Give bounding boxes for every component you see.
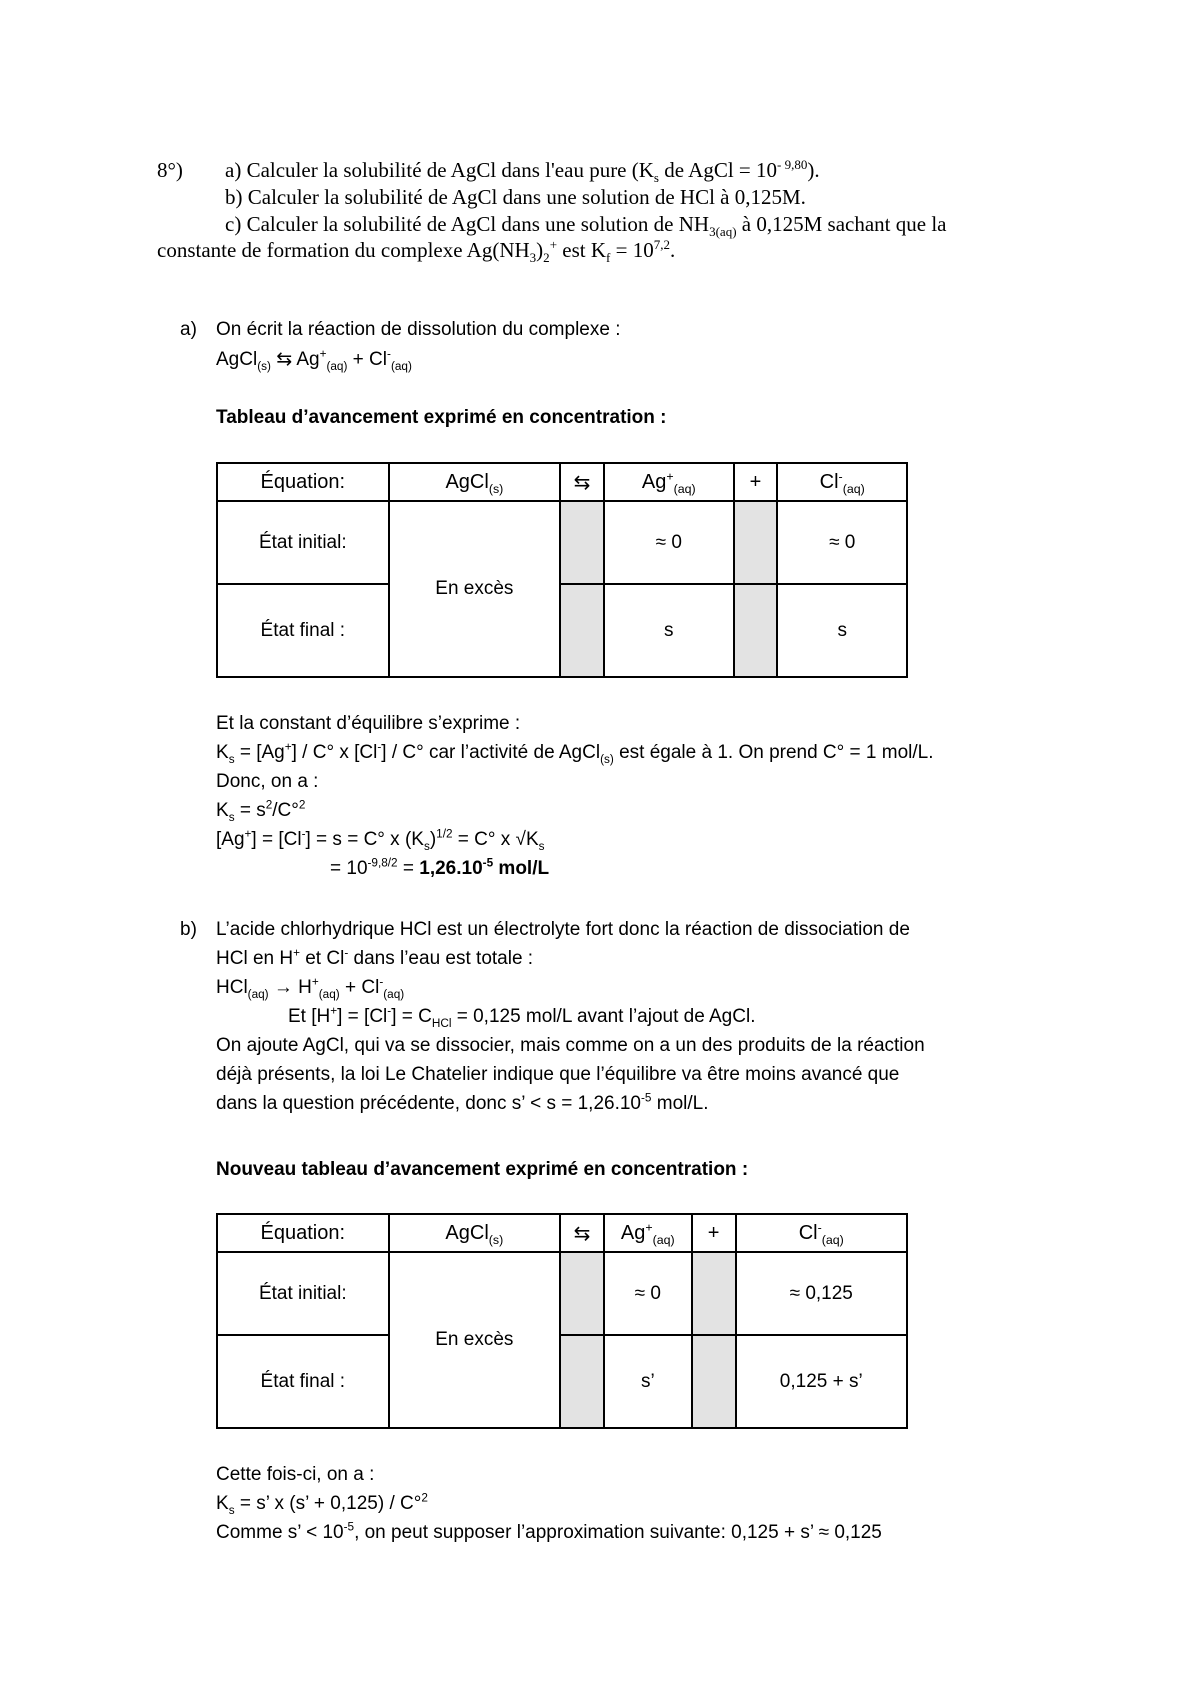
- ta-ag-final: [604, 584, 734, 677]
- pb-l5-text: On ajoute AgCl, qui va se dissocier, mais comme on a un des produits de la réaction: [216, 1035, 925, 1056]
- qc-start: c) Calculer la solubilité de AgCl dans une solution de NH: [225, 212, 710, 236]
- qa-text: a) Calculer la solubilité de AgCl dans l'eau pure (K: [225, 158, 654, 182]
- tb-cl-final-text: 0,125 + s’: [779, 1370, 863, 1392]
- ta-agcl-sub: (s): [488, 481, 504, 496]
- tb-ag: [604, 1214, 692, 1252]
- pa-l3-text: Donc, on a :: [216, 771, 319, 792]
- question-b: [225, 185, 806, 209]
- ra-aq2: (aq): [390, 359, 412, 373]
- ra-plus: +: [319, 347, 327, 361]
- pa-l5-c: ] = s = C° x (K: [305, 829, 424, 850]
- part-b-c1: [216, 1463, 374, 1487]
- ta-arrow-text: ⇆: [573, 471, 591, 494]
- pa-l5-b: ] = [Cl: [251, 829, 302, 850]
- part-a-label: [180, 318, 197, 342]
- tb-excess: [389, 1252, 560, 1428]
- tb-plus: [692, 1214, 736, 1252]
- pb-c2-a: K: [216, 1493, 229, 1514]
- tb-cl-final: [736, 1335, 907, 1428]
- pb-l1-text: L’acide chlorhydrique HCl est un électrolyte fort donc la réaction de dissociation de: [216, 919, 910, 940]
- part-a-label-text: a): [180, 319, 197, 340]
- pa-l4-sup: 2: [265, 798, 273, 812]
- question-c: [225, 212, 947, 240]
- ta-grey-2: [734, 501, 778, 584]
- tb-ag-final-text: s’: [640, 1370, 655, 1392]
- ta-cl-text: Cl: [819, 470, 839, 493]
- pa-l4-b: = s: [234, 800, 266, 821]
- ta-ag-initial-text: ≈ 0: [655, 531, 682, 553]
- part-a-table-title: [216, 406, 667, 430]
- qc2-mid: ): [536, 238, 544, 262]
- pa-l6-b: =: [397, 858, 420, 879]
- pa-l4-sup2: 2: [298, 798, 306, 812]
- tb-cl-initial: [736, 1252, 907, 1335]
- part-b-c3: [216, 1521, 882, 1545]
- ta-cl-sub: (aq): [842, 481, 865, 496]
- ta-arrow: [560, 463, 604, 501]
- pa-l4-a: K: [216, 800, 229, 821]
- part-a-l2: [216, 741, 934, 765]
- ta-row-final: [217, 584, 389, 677]
- pb-l4-a: Et [H: [288, 1006, 331, 1027]
- pa-l5-sub2: s: [538, 839, 545, 853]
- pa-l2-a: K: [216, 742, 229, 763]
- tb-cl-initial-text: ≈ 0,125: [789, 1282, 853, 1304]
- tb-equation: [217, 1214, 389, 1252]
- ta-ag-final-text: s: [664, 619, 674, 641]
- pa-l2-b: = [Ag: [234, 742, 285, 763]
- pb-c1-text: Cette fois-ci, on a :: [216, 1464, 375, 1485]
- ta-ag-sub: (aq): [673, 481, 696, 496]
- part-b-label: [180, 918, 197, 942]
- qc2-start: constante de formation du complexe Ag(NH: [157, 238, 530, 262]
- pa-l5-sup2: -: [301, 827, 306, 841]
- ra-arrow: ⇆ Ag: [270, 349, 320, 370]
- qc2-exp: 7,2: [653, 237, 670, 252]
- ta-plus-text: +: [749, 470, 762, 493]
- qc2-f: f: [606, 250, 611, 266]
- ra-s: (s): [257, 359, 271, 373]
- question-c-line2: [157, 237, 676, 266]
- part-b-table-title: [216, 1158, 748, 1182]
- pb-l4-sub: HCl: [431, 1016, 452, 1030]
- tb-plus-text: +: [707, 1221, 720, 1244]
- pb-l3-sub: (aq): [247, 987, 269, 1001]
- ra-cl: + Cl: [347, 349, 388, 370]
- part-b-l4: [288, 1005, 755, 1029]
- part-b-l3: [216, 976, 404, 1000]
- part-b-table-title-text: Nouveau tableau d’avancement exprimé en concentration :: [216, 1159, 749, 1180]
- pa-l2-e: est égale à 1. On prend C° = 1 mol/L.: [613, 742, 934, 763]
- pb-l7-a: dans la question précédente, donc s’ < s = 1,26.10: [216, 1093, 641, 1114]
- ta-row-initial: [217, 501, 389, 584]
- tb-cl-text: Cl: [798, 1221, 818, 1244]
- qa-ks-sub: s: [653, 170, 659, 186]
- pb-l4-d: = 0,125 mol/L avant l’ajout de AgCl.: [451, 1006, 756, 1027]
- tb-agcl-sub: (s): [488, 1232, 504, 1247]
- qc2-end: .: [670, 238, 676, 262]
- qc2-est: est K: [557, 238, 607, 262]
- pa-l5-sub: s: [423, 839, 430, 853]
- pa-l5-sup1: +: [244, 827, 252, 841]
- tb-excess-text: En excès: [435, 1329, 514, 1350]
- pa-l4-c: /C°: [272, 800, 299, 821]
- qa-mid: de AgCl = 10: [659, 158, 778, 182]
- ta-agcl-text: AgCl: [445, 470, 489, 493]
- tb-arrow-text: ⇆: [573, 1222, 591, 1245]
- pa-l5-d: ): [429, 829, 437, 850]
- part-b-label-text: b): [180, 919, 197, 940]
- tb-row-final: [217, 1335, 389, 1428]
- pb-l2-sup2: -: [344, 946, 349, 960]
- pa-l2-d: ] / C° car l’activité de AgCl: [381, 742, 601, 763]
- pb-l7-b: mol/L.: [651, 1093, 709, 1114]
- qb-text: b) Calculer la solubilité de AgCl dans une solution de HCl à 0,125M.: [225, 185, 806, 209]
- ta-cl-sup: -: [838, 468, 843, 483]
- tb-equation-text: Équation:: [260, 1221, 346, 1244]
- ta-cl: [777, 463, 907, 501]
- tb-grey-3: [560, 1335, 604, 1428]
- table-b: [216, 1213, 908, 1429]
- pb-c3-sup: -5: [343, 1520, 355, 1534]
- part-a-l5: [216, 828, 545, 852]
- ta-ag: [604, 463, 734, 501]
- part-a-intro-text: On écrit la réaction de dissolution du complexe :: [216, 319, 621, 340]
- qa-end: ).: [807, 158, 820, 182]
- ra-agcl: AgCl: [216, 349, 258, 370]
- pb-l3-sub2: (aq): [318, 987, 340, 1001]
- part-a-l4: [216, 799, 305, 823]
- tb-ag-initial-text: ≈ 0: [634, 1282, 661, 1304]
- ta-agcl: [389, 463, 561, 501]
- ra-minus: -: [387, 347, 391, 361]
- pb-l3-sup: +: [311, 975, 319, 989]
- tb-ag-initial: [604, 1252, 692, 1335]
- pa-l5-sup3: 1/2: [436, 827, 453, 841]
- qc2-sub2: 2: [543, 250, 550, 266]
- pb-l2-a: HCl en H: [216, 948, 294, 969]
- part-b-c2: [216, 1492, 428, 1516]
- pa-l2-sub2: (s): [600, 752, 614, 766]
- pb-l2-sup1: +: [293, 946, 300, 960]
- ta-row-initial-text: État initial:: [258, 531, 347, 553]
- pa-l2-sub: s: [228, 752, 235, 766]
- ta-cl-initial: [777, 501, 907, 584]
- part-a-l6: [330, 857, 549, 881]
- tb-agcl-text: AgCl: [445, 1221, 489, 1244]
- qc2-sub: 3: [529, 250, 537, 266]
- pb-l3-sup2: -: [379, 975, 384, 989]
- qc-end: à 0,125M sachant que la: [736, 212, 947, 236]
- pa-l6-bold: 1,26.10: [419, 858, 483, 879]
- ta-ag-initial: [604, 501, 734, 584]
- ta-cl-final-text: s: [837, 619, 847, 641]
- pb-c3-b: , on peut supposer l’approximation suivante: 0,125 + s’ ≈ 0,125: [354, 1522, 882, 1543]
- tb-cl-sub: (aq): [821, 1232, 844, 1247]
- qc2-sup: +: [549, 237, 558, 252]
- tb-row-final-text: État final :: [260, 1370, 346, 1392]
- ta-row-final-text: État final :: [260, 619, 346, 641]
- pb-l2-b: et Cl: [299, 948, 345, 969]
- tb-cl-sup: -: [817, 1219, 822, 1234]
- pa-l5-e: = C° x √K: [452, 829, 539, 850]
- tb-ag-final: [604, 1335, 692, 1428]
- tb-ag-sup: +: [645, 1219, 653, 1234]
- pb-l4-c: ] = C: [391, 1006, 432, 1027]
- qc-sub: 3(aq): [709, 224, 737, 240]
- pb-l3-b: → H: [268, 977, 312, 998]
- ra-aq1: (aq): [326, 359, 348, 373]
- ta-equation-text: Équation:: [260, 470, 346, 493]
- pb-c3-a: Comme s’ < 10: [216, 1522, 344, 1543]
- part-b-l6: [216, 1063, 899, 1087]
- pa-l2-sup2: -: [377, 740, 382, 754]
- tb-agcl: [389, 1214, 560, 1252]
- question-number-text: 8°): [157, 158, 183, 182]
- tb-grey-4: [692, 1335, 736, 1428]
- part-b-l2: [216, 947, 533, 971]
- pb-l3-c: + Cl: [339, 977, 380, 998]
- pb-c2-b: = s’ x (s’ + 0,125) / C°: [234, 1493, 422, 1514]
- tb-ag-sub: (aq): [652, 1232, 675, 1247]
- qc2-eq: = 10: [610, 238, 654, 262]
- qa-exp: - 9,80: [777, 157, 808, 172]
- ta-grey-3: [560, 584, 604, 677]
- pb-l4-b: ] = [Cl: [337, 1006, 388, 1027]
- pb-c2-sup: 2: [421, 1491, 428, 1505]
- tb-cl: [736, 1214, 907, 1252]
- tb-ag-text: Ag: [620, 1221, 646, 1244]
- pa-l6-a: = 10: [330, 858, 368, 879]
- table-a: [216, 462, 908, 678]
- part-a-l1: [216, 712, 520, 736]
- ta-cl-final: [777, 584, 907, 677]
- pa-l1-text: Et la constant d’équilibre s’exprime :: [216, 713, 521, 734]
- ta-equation: [217, 463, 389, 501]
- ta-plus: [734, 463, 778, 501]
- tb-row-initial-text: État initial:: [258, 1282, 347, 1304]
- pa-l6-bold2: mol/L: [493, 858, 550, 879]
- pa-l5-a: [Ag: [216, 829, 245, 850]
- part-b-l1: [216, 918, 910, 942]
- part-a-reaction: [216, 348, 412, 372]
- part-a-l3: [216, 770, 318, 794]
- ta-excess: [389, 501, 561, 677]
- pa-l6-sup2: -5: [482, 856, 494, 870]
- pa-l2-sup1: +: [284, 740, 292, 754]
- tb-row-initial: [217, 1252, 389, 1335]
- pb-l2-c: dans l’eau est totale :: [348, 948, 534, 969]
- ta-ag-text: Ag: [641, 470, 667, 493]
- part-b-l5: [216, 1034, 925, 1058]
- pb-l7-sup: -5: [641, 1091, 652, 1105]
- pb-l3-sub3: (aq): [383, 987, 405, 1001]
- pa-l6-sup: -9,8/2: [367, 856, 398, 870]
- part-a-table-title-text: Tableau d’avancement exprimé en concentration :: [216, 407, 667, 428]
- ta-cl-initial-text: ≈ 0: [829, 531, 856, 553]
- ta-grey-4: [734, 584, 778, 677]
- pa-l2-c: ] / C° x [Cl: [291, 742, 378, 763]
- question-a: [225, 157, 820, 186]
- pb-l4-sup1: +: [330, 1004, 338, 1018]
- ta-excess-text: En excès: [435, 578, 514, 599]
- ta-ag-sup: +: [666, 468, 674, 483]
- pa-l4-sub: s: [228, 810, 235, 824]
- question-number: [157, 158, 183, 182]
- pb-c2-sub: s: [228, 1503, 235, 1517]
- tb-arrow: [560, 1214, 604, 1252]
- tb-grey-1: [560, 1252, 604, 1335]
- tb-grey-2: [692, 1252, 736, 1335]
- part-b-l7: [216, 1092, 709, 1116]
- pb-l4-sup2: -: [387, 1004, 392, 1018]
- pb-l3-a: HCl: [216, 977, 248, 998]
- ta-grey-1: [560, 501, 604, 584]
- pb-l6-text: déjà présents, la loi Le Chatelier indique que l’équilibre va être moins avancé que: [216, 1064, 900, 1085]
- part-a-intro: [216, 318, 621, 342]
